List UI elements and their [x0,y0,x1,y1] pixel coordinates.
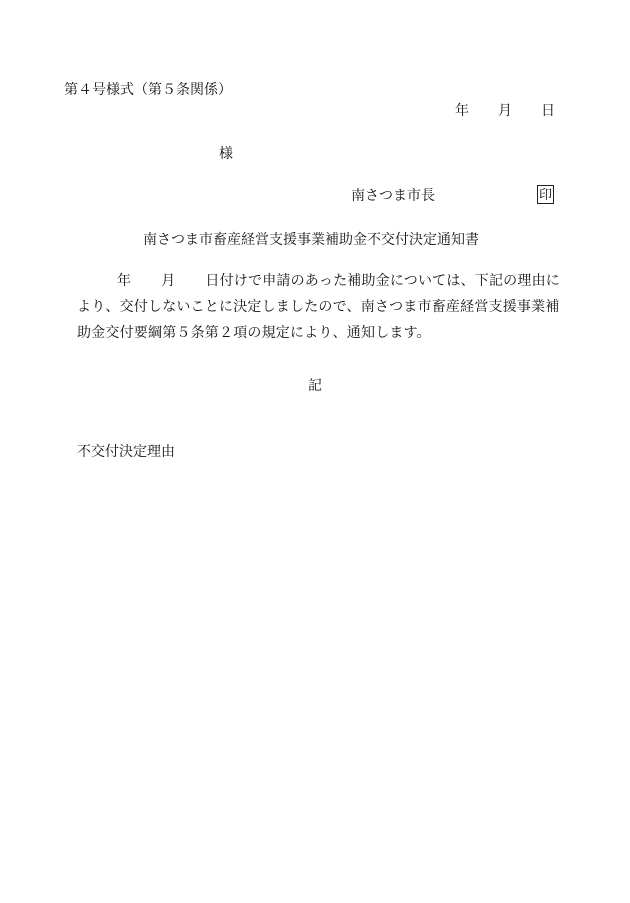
body-month: 月 [161,273,176,289]
notice-body-line-1 [77,268,567,294]
ki-heading: 記 [308,378,322,394]
date-line [455,101,469,121]
form-number: 第４号様式（第５条関係） [64,82,232,98]
date-year: 年 [455,103,469,119]
date-month: 月 [498,103,512,119]
body-line1-rest: 日付けで申請のあった補助金については、下記の理由に [205,273,560,289]
notice-body-line-2: より、交付しないことに決定しましたので、南さつま市畜産経営支援事業補 [77,299,560,315]
date-day: 日 [541,103,555,119]
issuer-title: 南さつま市長 [351,188,435,204]
notice-body [77,268,567,346]
body-year: 年 [117,273,132,289]
reason-label: 不交付決定理由 [77,444,175,460]
document-title: 南さつま市畜産経営支援事業補助金不交付決定通知書 [143,232,479,248]
seal-mark: 印 [537,185,554,204]
recipient-honorific: 様 [219,146,233,162]
notice-body-line-3: 助金交付要綱第５条第２項の規定により、通知します。 [77,325,431,341]
